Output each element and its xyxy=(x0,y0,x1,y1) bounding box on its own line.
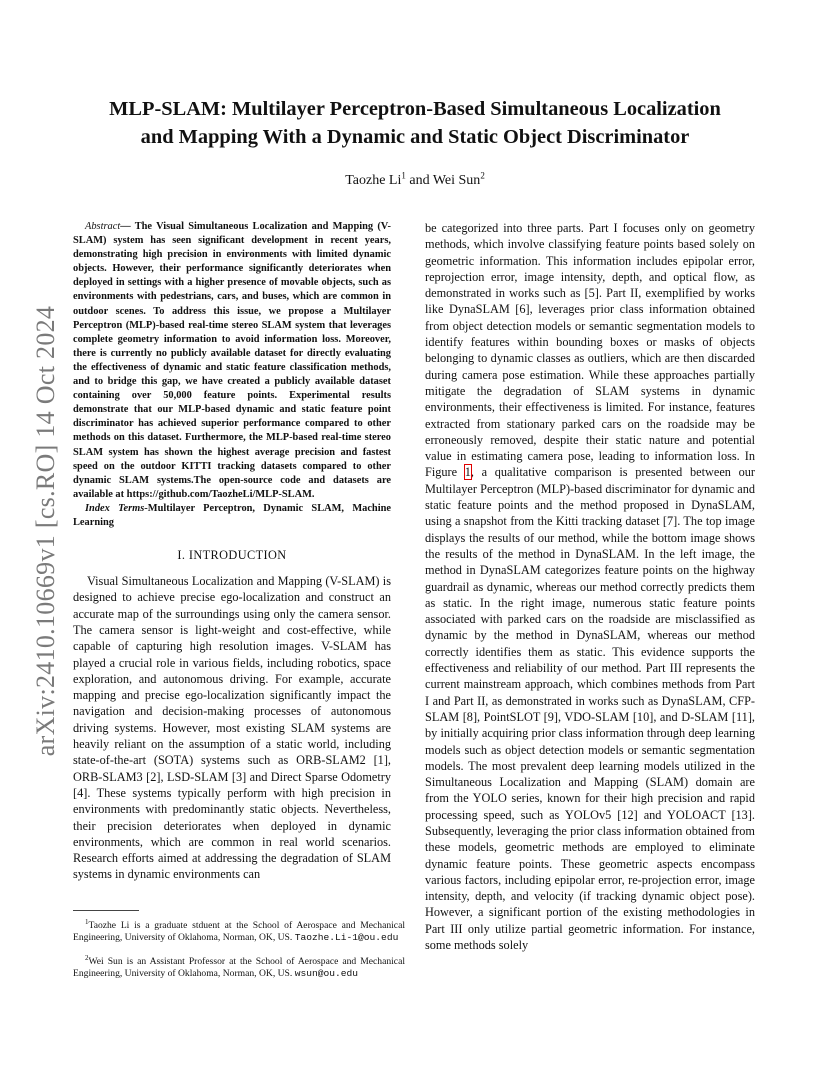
intro-right-part-a: be categorized into three parts. Part I focuses only on geometry methods, which involve classifying feature points based solely on geometric information. This information includes epipolar error, reprojection error, image intensity, depth, and optical flow, as demonstrated in works such as [5]. Part II, exemplified by works like DynaSLAM [6], leverages prior class information obtained from object detection models or semantic segmentation models to identify features within bounding boxes or masks of objects belonging to dynamic classes as outliers, which are then discarded during camera pose estimation. While these approaches partially mitigate the degradation of SLAM systems in dynamic environments, their effectiveness is limited. For instance, features extracted from stationary parked cars on the roadside may be erroneously removed, despite their static nature and potential value in estimating camera pose, leading to information loss. In Figure xyxy=(425,221,755,480)
intro-paragraph-left: Visual Simultaneous Localization and Mapping (V-SLAM) is designed to achieve precise ego-localization and construct an accurate map of the surroundings using only the camera sensor. The camera sensor is light-weight and cost-effective, while capable of capturing high resolution images. V-SLAM has played a crucial role in various fields, including robotics, space exploration, and autonomous driving. For example, accurate mapping and precise ego-localization significantly impact the navigation and decision-making processes of autonomous driving systems. However, most existing SLAM systems are heavily reliant on the assumption of a static world, including state-of-the-art (SOTA) systems such as ORB-SLAM2 [1], ORB-SLAM3 [2], LSD-SLAM [3] and Direct Sparse Odometry [4]. These systems typically perform with high precision in environments with predominantly static objects. Nevertheless, their precision deteriorates when deployed in dynamic environments, which are common in real world scenarios. Research efforts aimed at addressing the degradation of SLAM systems in dynamic environments can xyxy=(73,574,391,882)
footnote-2-text: Wei Sun is an Assistant Professor at the School of Aerospace and Mechanical Engineering, University of Oklahoma, Norman, OK, US. xyxy=(73,956,405,980)
intro-right-part-b: , a qualitative comparison is presented between our Multilayer Perceptron (MLP)-based discriminator for dynamic and static feature points and the method proposed in DynaSLAM, using a snapshot from the Kitti tracking dataset [7]. The top image displays the results of our method, while the bottom image shows the results of the method in DynaSLAM. In the left image, the method in DynaSLAM categorizes feature points on the highway guardrail as dynamic, whereas our method correctly predicts them as static. In the right image, numerous static feature points associated with parked cars on the roadside are misclassified as dynamic by the method in DynaSLAM, whereas our method correctly identifies them as static. This evidence supports the effectiveness and reliability of our method. Part III represents the current mainstream approach, which combines methods from Part I and Part II, as demonstrated in works such as DynaSLAM, CFP-SLAM [8], PointSLOT [9], VDO-SLAM [10], and D-SLAM [11], by initially acquiring prior class information through deep learning models such as object detection models or semantic segmentation models. The most prevalent deep learning models utilized in the Simultaneous Localization and Mapping (SLAM) domain are from the YOLO series, known for their high precision and rapid processing speed, such as YOLOv5 [12] and YOLOACT [13]. Subsequently, leveraging the prior class information obtained from these models, geometric methods are employed to eliminate dynamic feature points. These geometric aspects encompass various factors, including epipolar error, re-projection error, image intensity, depth, and velocity (if tracking dynamic object pose). However, a significant portion of the existing methodologies in Part III only utilize partial geometric information. For instance, some methods solely xyxy=(425,465,755,953)
footnote-1-email[interactable]: Taozhe.Li-1@ou.edu xyxy=(294,932,399,944)
right-column xyxy=(425,220,755,953)
footnote-1-text: Taozhe Li is a graduate stduent at the School of Aerospace and Mechanical Engineering, University of Oklahoma, Norman, OK, US. xyxy=(73,920,405,944)
footnote-2 xyxy=(73,953,405,981)
index-terms-text: -Multilayer Perceptron, Dynamic SLAM, Machine Learning xyxy=(73,502,391,528)
intro-paragraph-right xyxy=(425,220,755,953)
footnote-2-mark: 2 xyxy=(85,953,89,962)
footnote-divider xyxy=(73,910,139,911)
index-terms-label: Index Terms xyxy=(85,502,145,514)
author-2-affiliation-mark: 2 xyxy=(480,170,485,181)
paper-title xyxy=(70,95,760,151)
footnote-2-email[interactable]: wsun@ou.edu xyxy=(294,968,359,980)
abstract-dash: — xyxy=(120,221,135,232)
figure-1-link[interactable]: 1 xyxy=(464,465,471,480)
section-heading-introduction: I. INTRODUCTION xyxy=(177,548,287,563)
footnote-1-mark: 1 xyxy=(85,917,89,926)
author-1-affiliation-mark: 1 xyxy=(401,170,406,181)
abstract-text: The Visual Simultaneous Localization and Mapping (V-SLAM) system has seen significant development in recent years, demonstrating high precision in environments with limited dynamic objects. However, their performance significantly deteriorates when deployed in settings with a higher presence of movable objects, such as environments with pedestrians, cars, and buses, which are common in outdoor scenes. To address this issue, we propose a Multilayer Perceptron (MLP)-based real-time stereo SLAM system that leverages complete geometry information to avoid information loss. Moreover, there is currently no publicly available dataset for directly evaluating the effectiveness of dynamic and static feature classification methods, and to bridge this gap, we have created a publicly available dataset containing over 50,000 feature points. Experimental results demonstrate that our MLP-based dynamic and static feature point discriminator has achieved superior performance compared to other methods on this dataset. Furthermore, the MLP-based real-time stereo SLAM system has shown the highest average precision and fastest speed on the outdoor KITTI tracking datasets compared to other dynamic SLAM systems.The open-source code and datasets are available at https://github.com/TaozheLi/MLP-SLAM. xyxy=(73,221,391,500)
author-conjunction: and xyxy=(405,173,433,188)
author-line xyxy=(70,170,760,189)
footnote-1 xyxy=(73,917,405,945)
arxiv-watermark xyxy=(26,296,66,766)
left-column xyxy=(73,220,391,883)
abstract xyxy=(73,220,391,502)
abstract-label: Abstract xyxy=(85,221,121,232)
title-line-1: MLP-SLAM: Multilayer Perceptron-Based Simultaneous Localization xyxy=(109,98,721,120)
arxiv-identifier[interactable]: arXiv:2410.10669v1 [cs.RO] 14 Oct 2024 xyxy=(31,305,60,757)
author-1: Taozhe Li xyxy=(345,173,402,188)
author-2: Wei Sun xyxy=(432,173,481,188)
title-line-2: and Mapping With a Dynamic and Static Object Discriminator xyxy=(140,126,690,148)
index-terms xyxy=(73,502,391,530)
